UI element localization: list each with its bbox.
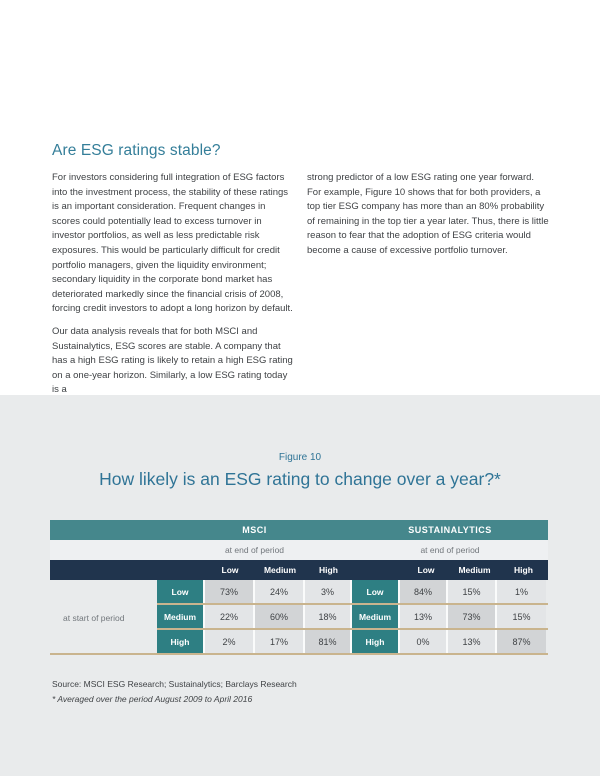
figure-number: Figure 10 [278, 452, 322, 463]
figure-title: How likely is an ESG rating to change over a year?* [99, 469, 501, 489]
col-header-sust-low: Low [417, 565, 435, 575]
col-header-msci-low: Low [221, 565, 239, 575]
cell-sust-low-medium: 15% [448, 580, 497, 603]
col-axis-label-sustainalytics: at end of period [420, 545, 480, 555]
row-header-sust-medium: Medium [352, 605, 400, 628]
col-header-sust-medium: Medium [458, 565, 491, 575]
text-column-right [307, 171, 550, 406]
cell-sust-medium-high: 15% [497, 605, 546, 628]
text-column-left [52, 171, 295, 406]
cell-sust-medium-medium: 73% [448, 605, 497, 628]
two-column-text [52, 171, 550, 406]
table-row-low [50, 580, 548, 603]
provider-header-row [50, 520, 548, 540]
table-body [50, 580, 548, 655]
col-axis-row [50, 540, 548, 560]
paragraph: strong predictor of a low ESG rating one year forward. For example, Figure 10 shows that for both providers, a top tier ESG company has more than an 80% probability of remaining in the top tier a year later. Thus, there is little reason to fear that the adoption of ESG criteria would become a cause of excessive portfolio turnover. [307, 172, 549, 256]
cell-msci-medium-medium: 60% [255, 605, 305, 628]
provider-header-sustainalytics: SUSTAINALYTICS [408, 525, 492, 535]
column-header-row [50, 560, 548, 580]
table-row-medium [50, 605, 548, 628]
cell-msci-medium-low: 22% [205, 605, 255, 628]
row-header-sust-high: High [352, 630, 400, 653]
figure-section [0, 395, 600, 776]
row-header-sust-low: Low [352, 580, 400, 603]
cell-msci-high-medium: 17% [255, 630, 305, 653]
col-header-sust-high: High [514, 565, 533, 575]
page-title: Are ESG ratings stable? [52, 142, 221, 159]
cell-msci-low-low: 73% [205, 580, 255, 603]
row-header-msci-high: High [157, 630, 205, 653]
row-header-msci-low: Low [157, 580, 205, 603]
cell-sust-high-low: 0% [400, 630, 448, 653]
table-row-high [50, 630, 548, 653]
row-axis-label: at start of period [63, 612, 125, 623]
cell-sust-high-high: 87% [497, 630, 546, 653]
provider-header-msci: MSCI [242, 525, 267, 535]
cell-sust-low-low: 84% [400, 580, 448, 603]
cell-sust-medium-low: 13% [400, 605, 448, 628]
cell-msci-high-high: 81% [305, 630, 352, 653]
figure-source: Source: MSCI ESG Research; Sustainalytics; Barclays Research [52, 679, 297, 689]
cell-sust-low-high: 1% [497, 580, 546, 603]
paragraph: Our data analysis reveals that for both MSCI and Sustainalytics, ESG scores are stable. A company that has a high ESG rating is likely to retain a high ESG rating on a one-year horizon. Similarly, a low ESG rating today is a [52, 325, 293, 396]
col-header-msci-medium: Medium [263, 565, 297, 575]
rating-transition-table [50, 520, 548, 655]
cell-msci-low-high: 3% [305, 580, 352, 603]
col-axis-label-msci: at end of period [224, 545, 285, 555]
cell-msci-medium-high: 18% [305, 605, 352, 628]
figure-footnote: * Averaged over the period August 2009 to April 2016 [52, 694, 253, 704]
cell-msci-high-low: 2% [205, 630, 255, 653]
paragraph: For investors considering full integration of ESG factors into the investment process, the stability of these ratings is an important consideration. Frequent changes in scores could potentially lead to excess turnover in investor portfolios, as well as less predictable risk exposures. This would be particularly difficult for credit portfolio managers, given the liquidity environment; secondary liquidity in the corporate bond market has deteriorated markedly since the financial crisis of 2008, forcing credit investors to adopt a long horizon by default. [52, 172, 293, 315]
table-bottom-rule [50, 653, 548, 655]
col-header-msci-high: High [319, 565, 338, 575]
cell-msci-low-medium: 24% [255, 580, 305, 603]
row-header-msci-medium: Medium [157, 605, 205, 628]
cell-sust-high-medium: 13% [448, 630, 497, 653]
